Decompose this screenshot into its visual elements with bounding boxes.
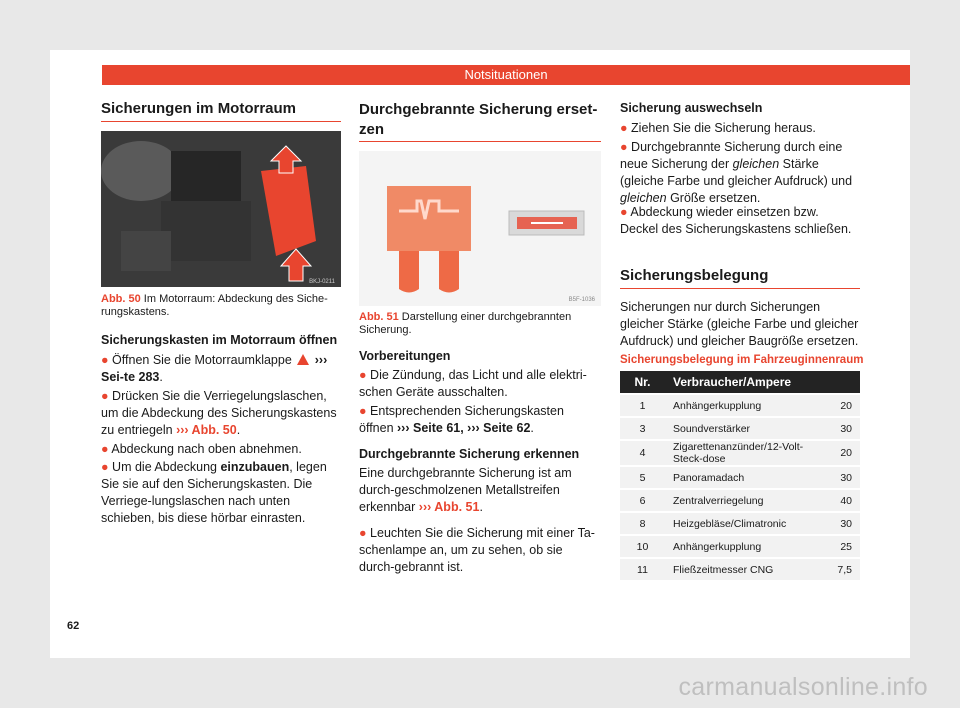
cell-nr: 6: [620, 490, 665, 511]
table-row: [620, 490, 860, 511]
cell-nr: 5: [620, 467, 665, 488]
manual-page: [50, 50, 910, 658]
cell-val: 20: [820, 395, 860, 416]
cell-val: 30: [820, 513, 860, 534]
heading-fuse-assignment: Sicherungsbelegung: [620, 267, 769, 284]
cell-name: Soundverstärker: [665, 418, 820, 439]
paragraph-intro: Sicherungen nur durch Sicherungen gleicher Stärke (gleiche Farbe und gleicher Aufdruck) und gleicher Baugröße ersetzen.: [620, 300, 859, 348]
table-row: [620, 418, 860, 439]
fig-caption-text: Darstellung einer durchgebrannten Sicherung.: [359, 311, 572, 336]
link-abb-51[interactable]: ››› Abb. 51: [418, 500, 480, 514]
cell-name: Zigarettenanzünder/12-Volt-Steck-dose: [665, 441, 820, 465]
cell-nr: 10: [620, 536, 665, 557]
bullet-4: ● Um die Abdeckung einzubauen, legen Sie sie auf den Sicherungskasten. Die Verriege-lungslaschen nach unten schieben, bis diese hörbar einrasten.: [101, 460, 327, 525]
fig-caption-50: [101, 293, 341, 319]
subheading-open-box: Sicherungskasten im Motorraum öffnen: [101, 333, 338, 347]
subheading-replace: Sicherung auswechseln: [620, 101, 763, 115]
subheading-identify: Durchgebrannte Sicherung erkennen: [359, 447, 580, 461]
cell-val: 30: [820, 467, 860, 488]
fig-caption-51: [359, 311, 601, 337]
bullet-3: ● Abdeckung nach oben abnehmen.: [101, 442, 302, 456]
bullet-1: ● Ziehen Sie die Sicherung heraus.: [620, 121, 816, 135]
watermark: carmanualsonline.info: [678, 673, 928, 701]
fig-code: BKJ-0211: [309, 279, 335, 285]
section-banner: Notsituationen: [102, 65, 910, 85]
fig-label: Abb. 51: [359, 311, 399, 323]
warning-triangle-icon: [297, 354, 309, 365]
col-header-nr: Nr.: [620, 371, 665, 393]
table-row: [620, 559, 860, 580]
table-title: Sicherungsbelegung im Fahrzeuginnenraum: [620, 354, 864, 366]
cell-val: 40: [820, 490, 860, 511]
engine-bay-photo: [101, 131, 341, 287]
heading-rule: [101, 121, 341, 122]
cell-name: Zentralverriegelung: [665, 490, 820, 511]
bullet-3: ● Leuchten Sie die Sicherung mit einer Ta-schenlampe an, um zu sehen, ob sie durch-gebrannt ist.: [359, 526, 595, 574]
cell-name: Heizgebläse/Climatronic: [665, 513, 820, 534]
cell-nr: 1: [620, 395, 665, 416]
blown-fuse-illustration: [359, 151, 601, 306]
cell-name: Panoramadach: [665, 467, 820, 488]
table-row: [620, 467, 860, 488]
cell-nr: 3: [620, 418, 665, 439]
bullet-2: ● Entsprechenden Sicherungskasten öffnen ››› Seite 61, ››› Seite 62.: [359, 404, 564, 435]
fig-caption-text: Im Motorraum: Abdeckung des Siche-rungskastens.: [101, 293, 328, 318]
page-number: 62: [67, 620, 80, 632]
subheading-preparation: Vorbereitungen: [359, 349, 451, 363]
cell-name: Anhängerkupplung: [665, 536, 820, 557]
heading-rule: [620, 288, 860, 289]
cell-val: 25: [820, 536, 860, 557]
link-pages-61-62[interactable]: ››› Seite 61, ››› Seite 62: [397, 421, 531, 435]
col-header-consumer: Verbraucher/Ampere: [665, 371, 860, 393]
fuse-table: [620, 369, 860, 582]
heading-fuses-engine: Sicherungen im Motorraum: [101, 100, 297, 117]
cell-val: 7,5: [820, 559, 860, 580]
heading-rule: [359, 141, 601, 142]
fig-label: Abb. 50: [101, 293, 141, 305]
cell-name: Anhängerkupplung: [665, 395, 820, 416]
table-row: [620, 536, 860, 557]
bullet-2: ● Durchgebrannte Sicherung durch eine neue Sicherung der gleichen Stärke (gleiche Farbe und gleicher Aufdruck) und gleichen Größe ersetzen.: [620, 140, 853, 205]
heading-replace-fuse: Durchgebrannte Sicherung erset- zen: [359, 101, 598, 138]
cell-nr: 8: [620, 513, 665, 534]
table-row: [620, 441, 860, 465]
cell-name: Fließzeitmesser CNG: [665, 559, 820, 580]
bullet-3: ● Abdeckung wieder einsetzen bzw. Deckel des Sicherungskastens schließen.: [620, 205, 852, 236]
paragraph-identify: Eine durchgebrannte Sicherung ist am durch-geschmolzenen Metallstreifen erkennbar ››› Abb. 51.: [359, 466, 572, 514]
cell-nr: 11: [620, 559, 665, 580]
link-page-283[interactable]: ››› Sei-te 283: [101, 353, 328, 384]
cell-nr: 4: [620, 441, 665, 465]
table-row: [620, 513, 860, 534]
bullet-1: ● Öffnen Sie die Motorraumklappe ››› Sei-te 283.: [101, 353, 328, 384]
cell-val: 30: [820, 418, 860, 439]
link-abb-50[interactable]: ››› Abb. 50: [176, 423, 237, 437]
cell-val: 20: [820, 441, 860, 465]
bullet-2: ● Drücken Sie die Verriegelungslaschen, um die Abdeckung des Sicherungskastens zu entriegeln ››› Abb. 50.: [101, 389, 337, 437]
bullet-1: ● Die Zündung, das Licht und alle elektri-schen Geräte ausschalten.: [359, 368, 587, 399]
fig-code: B5F-1036: [568, 297, 595, 303]
table-row: [620, 395, 860, 416]
